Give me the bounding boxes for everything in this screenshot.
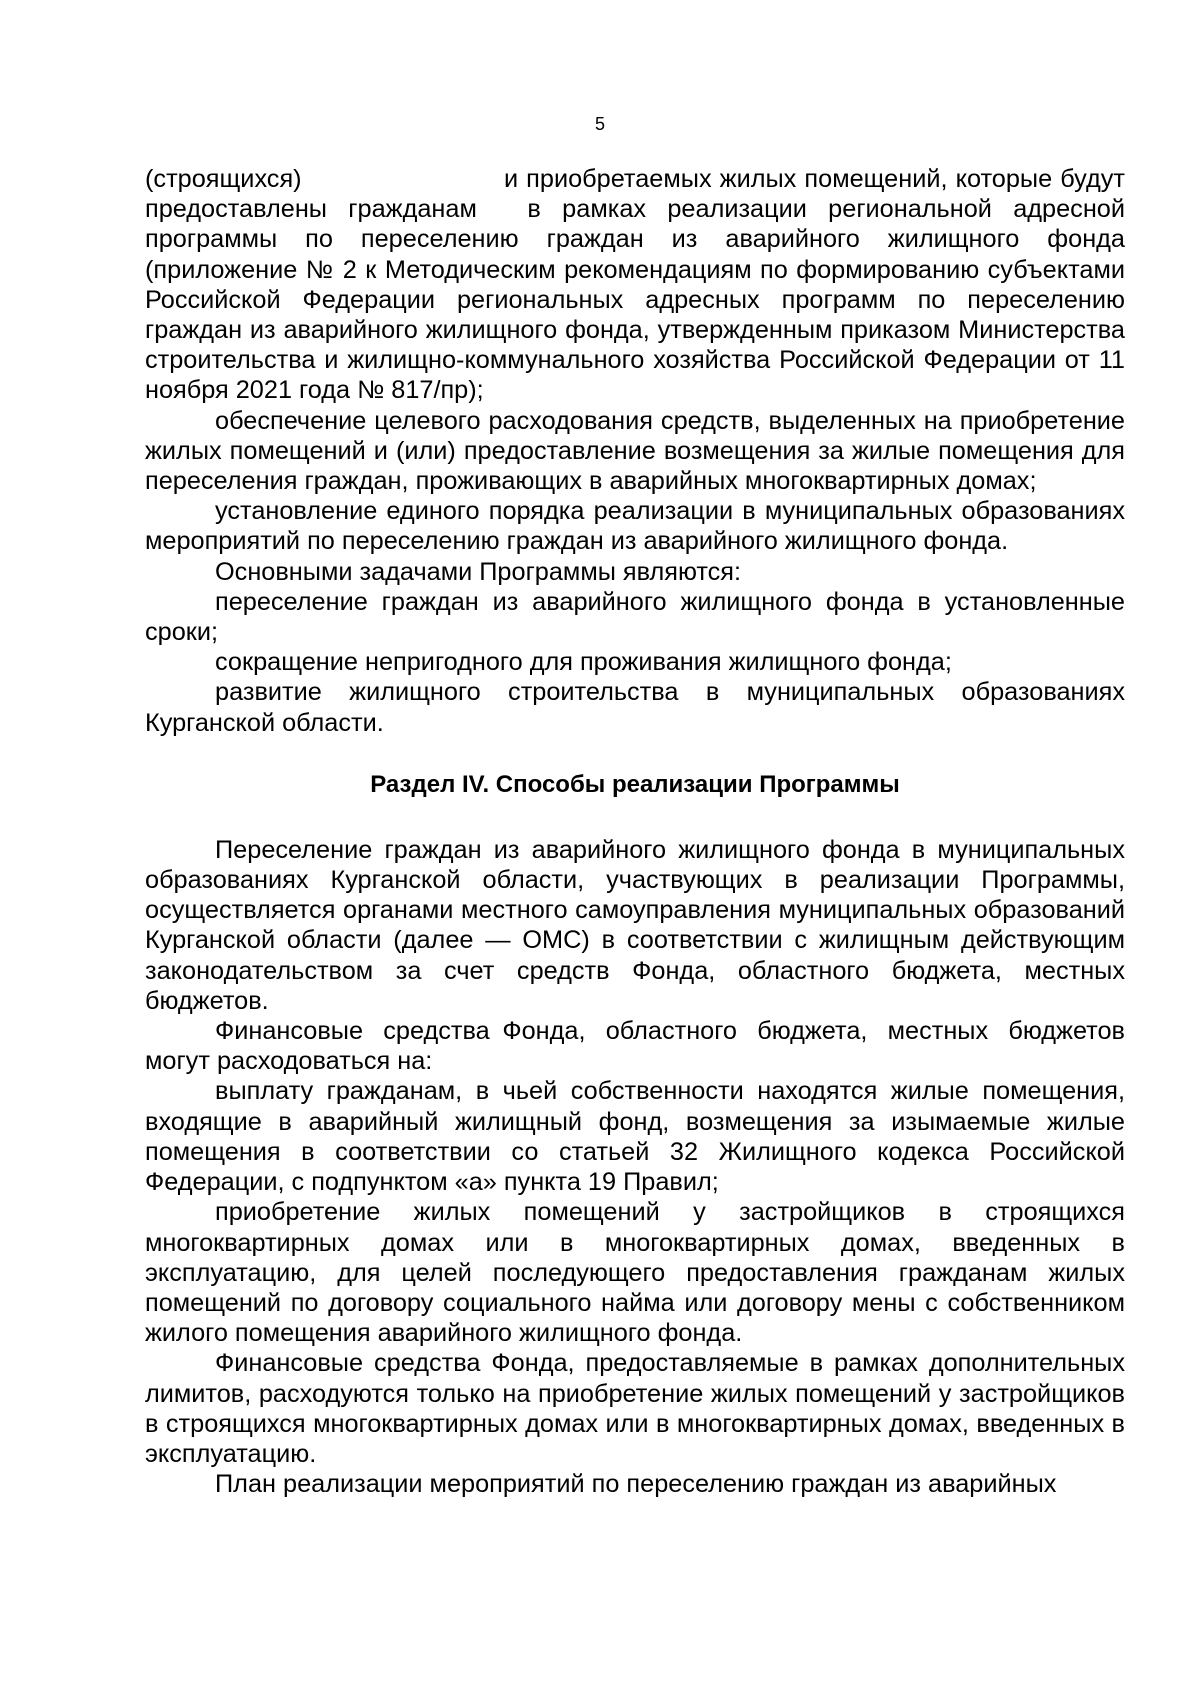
paragraph-goal-unified-procedure: установление единого порядка реализации в муниципальных образованиях мероприятий по переселению граждан из аварийного жилищного фонда. xyxy=(145,497,1125,556)
paragraph-additional-limits: Финансовые средства Фонда, предоставляемые в рамках дополнительных лимитов, расходуются только на приобретение жилых помещений у застройщиков в строящихся многоквартирных домах или в многоквартирных домах, введенных в эксплуатацию. xyxy=(145,1349,1125,1468)
paragraph-task-resettlement: переселение граждан из аварийного жилищного фонда в установленные сроки; xyxy=(145,587,1125,647)
paragraph-acquisition: приобретение жилых помещений у застройщиков в строящихся многоквартирных домах или в многоквартирных домах, введенных в эксплуатацию, для целей последующего предоставления гражданам жилых помещений по договору социального найма или договору мены с собственником жилого помещения аварийного жилищного фонда. xyxy=(145,1198,1125,1348)
paragraph-plan: План реализации мероприятий по переселению граждан из аварийных xyxy=(215,1470,1057,1499)
paragraph-resettlement: Переселение граждан из аварийного жилищного фонда в муниципальных образованиях Курганской области, участвующих в реализации Программы, осуществляется органами местного самоуправления муниципальных образований Курганской области (далее — ОМС) в соответствии с жилищным действующим законодательством за счет средств Фонда, областного бюджета, местных бюджетов. xyxy=(145,835,1125,1015)
page-number: 5 xyxy=(594,114,605,134)
section-heading: Раздел IV. Способы реализации Программы xyxy=(370,770,900,798)
paragraph-continued: (строящихся) и приобретаемых жилых помещений, которые будут предоставлены гражданам в рамках реализации региональной адресной программы по переселению граждан из аварийного жилищного фонда (приложение № 2 к Методическим рекомендациям по формированию субъектами Российской Федерации региональных адресных программ по переселению граждан из аварийного жилищного фонда, утвержденным приказом Министерства строительства и жилищно-коммунального хозяйства Российской Федерации от 11 ноября 2021 года № 817/пр); xyxy=(145,165,1125,405)
paragraph-payment: выплату гражданам, в чьей собственности находятся жилые помещения, входящие в аварийный жилищный фонд, возмещения за изымаемые жилые помещения в соответствии со статьей 32 Жилищного кодекса Российской Федерации, с подпунктом «а» пункта 19 Правил; xyxy=(145,1077,1125,1197)
paragraph-tasks-intro: Основными задачами Программы являются: xyxy=(215,557,742,586)
paragraph-goal-targeted-spending: обеспечение целевого расходования средств, выделенных на приобретение жилых помещений и (или) предоставление возмещения за жилые помещения для переселения граждан, проживающих в аварийных многоквартирных домах; xyxy=(145,406,1125,496)
document-body xyxy=(145,164,1125,1499)
paragraph-task-reduction: сокращение непригодного для проживания жилищного фонда; xyxy=(215,648,952,677)
paragraph-task-development: развитие жилищного строительства в муниципальных образованиях Курганской области. xyxy=(145,678,1125,737)
paragraph-funds-usage: Финансовые средства Фонда, областного бюджета, местных бюджетов могут расходоваться на: xyxy=(145,1017,1125,1076)
